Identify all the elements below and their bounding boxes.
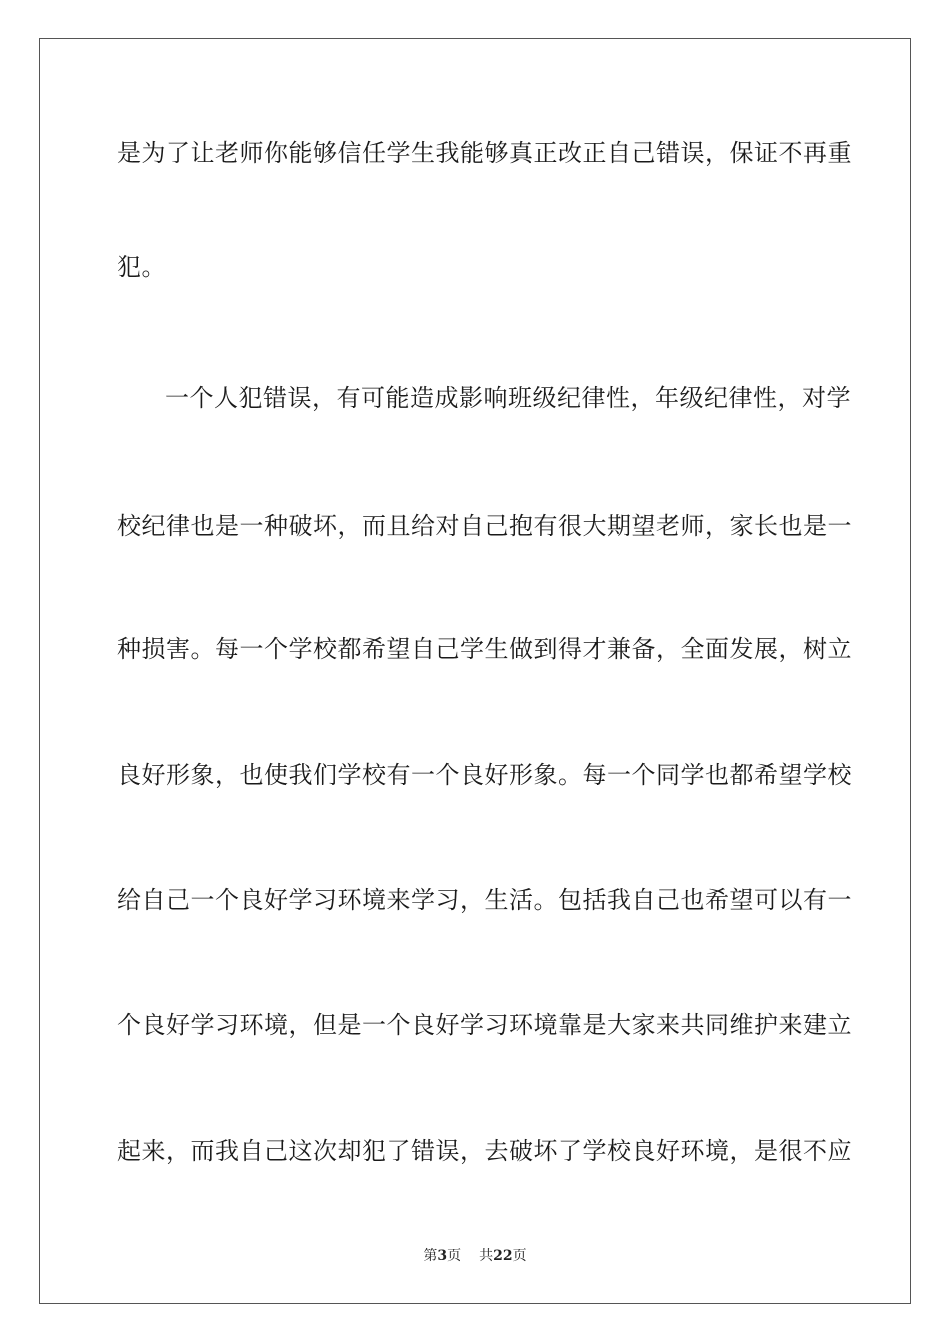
footer-page-unit: 页 bbox=[447, 1248, 462, 1264]
footer-page-prefix: 第 bbox=[423, 1248, 438, 1264]
body-line-8: 个良好学习环境，但是一个良好学习环境靠是大家来共同维护来建立 bbox=[117, 1011, 852, 1039]
body-line-1: 是为了让老师你能够信任学生我能够真正改正自己错误，保证不再重 bbox=[117, 139, 852, 167]
page-footer bbox=[0, 1246, 950, 1266]
body-line-3: 一个人犯错误，有可能造成影响班级纪律性，年级纪律性，对学 bbox=[165, 384, 851, 412]
body-line-9: 起来，而我自己这次却犯了错误，去破坏了学校良好环境，是很不应 bbox=[117, 1137, 852, 1165]
footer-total-unit: 页 bbox=[512, 1248, 527, 1264]
body-line-6: 良好形象，也使我们学校有一个良好形象。每一个同学也都希望学校 bbox=[117, 761, 852, 789]
footer-total-prefix: 共 bbox=[479, 1248, 494, 1264]
body-line-5: 种损害。每一个学校都希望自己学生做到得才兼备，全面发展，树立 bbox=[117, 635, 852, 663]
body-line-2: 犯。 bbox=[117, 253, 166, 281]
body-line-7: 给自己一个良好学习环境来学习，生活。包括我自己也希望可以有一 bbox=[117, 886, 852, 914]
page-border bbox=[39, 38, 911, 1304]
footer-page-current: 3 bbox=[437, 1248, 448, 1264]
footer-page-total: 22 bbox=[493, 1248, 513, 1264]
body-line-4: 校纪律也是一种破坏，而且给对自己抱有很大期望老师，家长也是一 bbox=[117, 512, 852, 540]
